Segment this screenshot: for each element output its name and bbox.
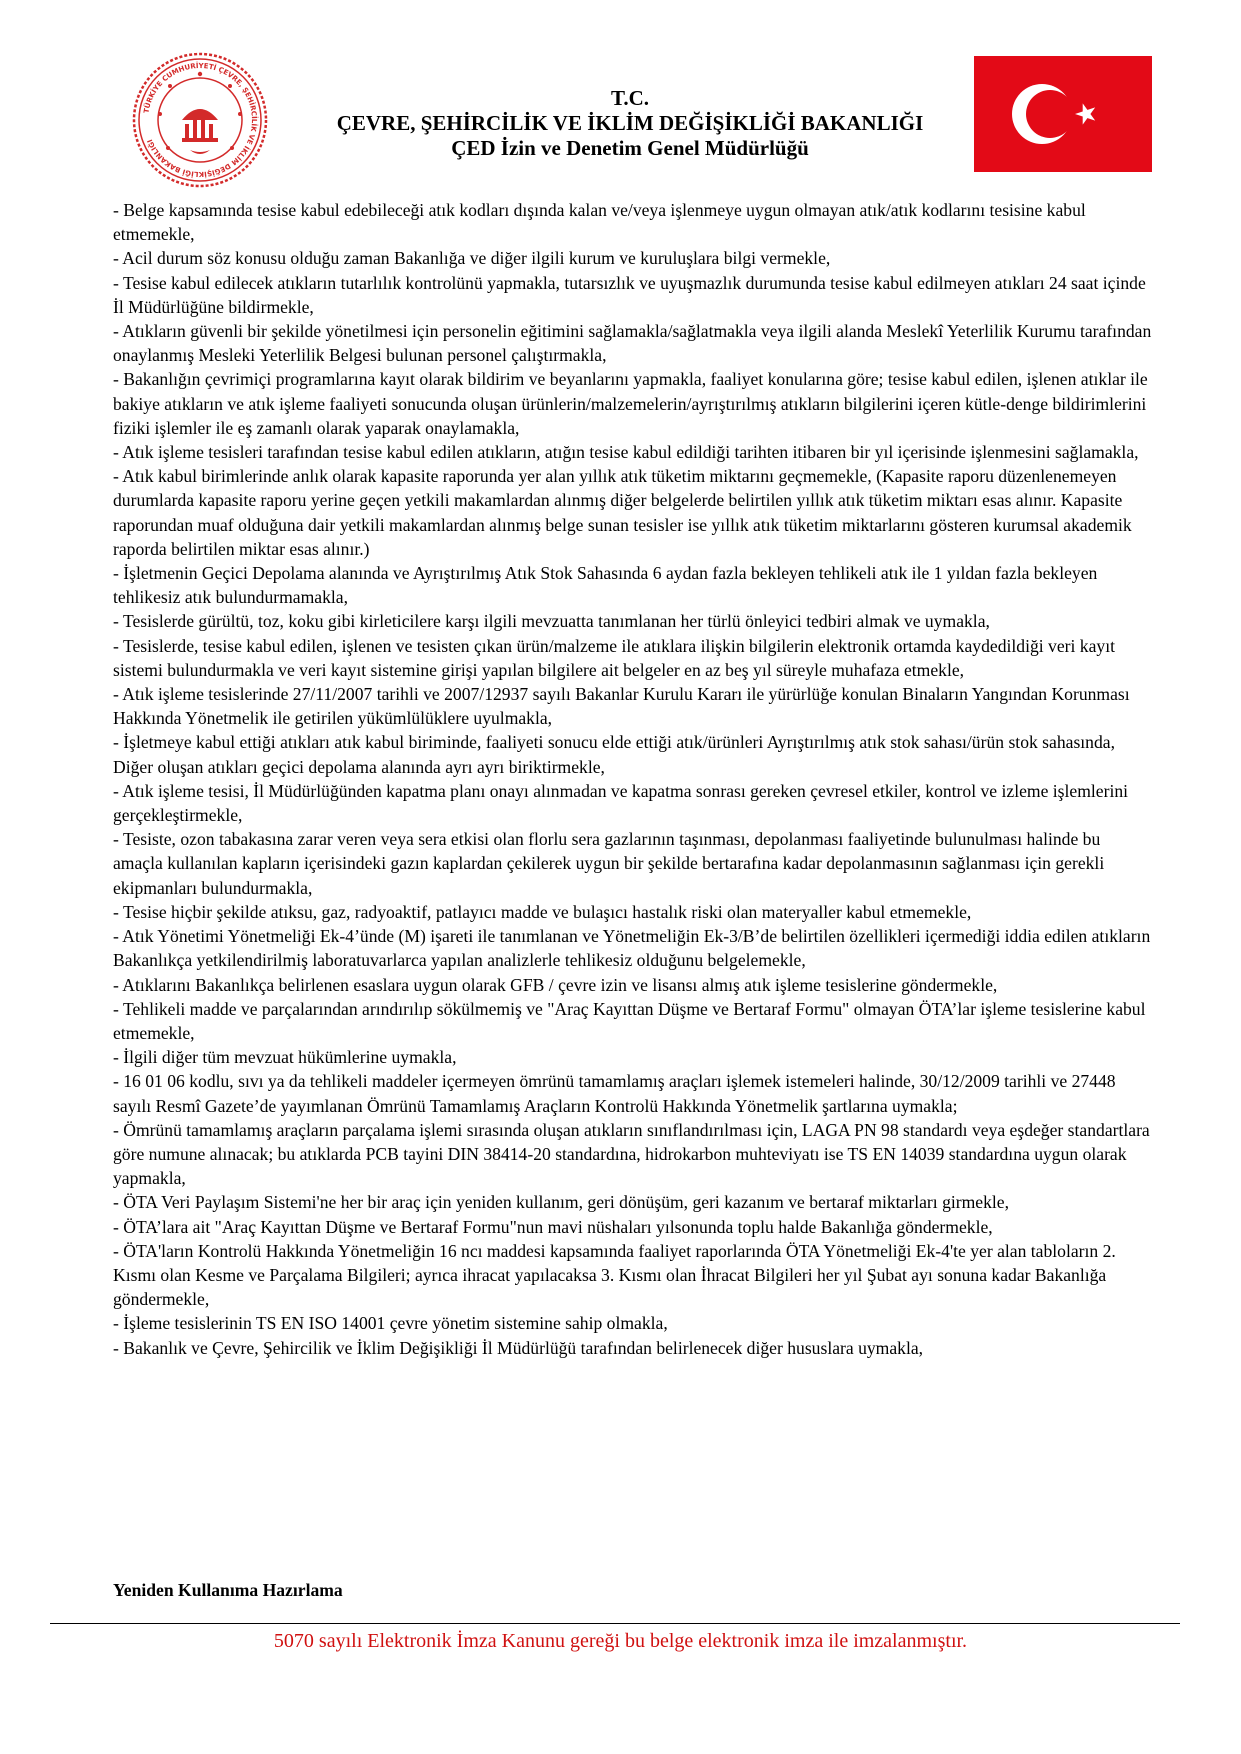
- svg-text:TÜRKİYE CUMHURİYETİ ÇEVRE, ŞEH: TÜRKİYE CUMHURİYETİ ÇEVRE, ŞEHİRCİLİK VE İKLİM DEĞİŞİKLİĞİ BAKANLIĞI: [142, 61, 259, 179]
- obligation-item: - Tesislerde gürültü, toz, koku gibi kirleticilere karşı ilgili mevzuatta tanımlanan her türlü önleyici tedbiri almak ve uymakla,: [113, 611, 990, 632]
- obligation-item: - Bakanlık ve Çevre, Şehircilik ve İklim Değişikliği İl Müdürlüğü tarafından belirlenecek diğer hususlara uymakla,: [113, 1337, 924, 1358]
- obligation-item: - Atıklarını Bakanlıkça belirlenen esaslara uygun olarak GFB / çevre izin ve lisansı almış atık işleme tesislerine göndermekle,: [113, 974, 998, 995]
- obligation-item: - 16 01 06 kodlu, sıvı ya da tehlikeli maddeler içermeyen ömrünü tamamlamış araçları işlemek istemeleri halinde, 30/12/2009 tarihli ve 27448 sayılı Resmî Gazete’de yayımlanan Ömrünü Tamamlamış Araçların Kontrolü Hakkında Yönetmelik şartlarına uymakla;: [113, 1071, 1116, 1116]
- obligation-item: - Atık işleme tesisi, İl Müdürlüğünden kapatma planı onayı alınmadan ve kapatma sonrası gereken çevresel etkiler, kontrol ve izleme işlemlerini gerçekleştirmekle,: [113, 780, 1129, 826]
- obligation-item: - Atık işleme tesisleri tarafından tesise kabul edilen atıkların, atığın tesise kabul edildiği tarihten itibaren bir yıl içerisinde işlenmesini sağlamakla,: [113, 442, 1139, 463]
- obligation-item: - Tesise hiçbir şekilde atıksu, gaz, radyoaktif, patlayıcı madde ve bulaşıcı hastalık riski olan materyaller kabul etmemekle,: [113, 901, 972, 922]
- obligation-item: - Atık kabul birimlerinde anlık olarak kapasite raporunda yer alan yıllık atık tüketim miktarını geçmemekle, (Kapasite raporu düzenlenemeyen durumlarda kapasite raporu yerine geçen yetkili makamlardan alınmış diğer belgelerde belirtilen yıllık atık tüketim miktarı esas alınır. Kapasite raporundan muaf olduğuna dair yetkili makamlardan alınmış belge sunan tesisler ise yıllık atık tüketim miktarlarını gösteren kurumsal akademik raporda belirtilen miktar esas alınır.): [113, 466, 1132, 559]
- obligations-list: [113, 198, 1153, 1360]
- obligation-item: - İşletmenin Geçici Depolama alanında ve Ayrıştırılmış Atık Stok Sahasında 6 aydan fazla bekleyen tehlikeli atık ile 1 yıldan fazla bekleyen tehlikesiz atık bulundurmamakla,: [113, 563, 1098, 608]
- turkish-flag-icon: [974, 56, 1152, 172]
- header-republic: T.C.: [610, 86, 650, 110]
- header-directorate: ÇED İzin ve Denetim Genel Müdürlüğü: [451, 136, 809, 160]
- obligation-item: - ÖTA’lara ait "Araç Kayıttan Düşme ve Bertaraf Formu"nun mavi nüshaları yılsonunda toplu halde Bakanlığa göndermekle,: [113, 1216, 993, 1237]
- obligation-item: - İşletmeye kabul ettiği atıkları atık kabul biriminde, faaliyeti sonucu elde ettiği atık/ürünleri Ayrıştırılmış atık stok sahası/ürün stok sahasında, Diğer oluşan atıkları geçici depolama alanında ayrı ayrı biriktirmekle,: [113, 732, 1115, 777]
- obligation-item: - Atık Yönetimi Yönetmeliği Ek-4’ünde (M) işareti ile tanımlanan ve Yönetmeliğin Ek-3/B’de belirtilen özellikleri içermediği iddia edilen atıkların Bakanlıkça yetkilendirilmiş laboratuvarlarca yapılan analizlerle tehlikesiz olduğunu belgelemekle,: [113, 926, 1151, 971]
- obligation-item: - Bakanlığın çevrimiçi programlarına kayıt olarak bildirim ve beyanlarını yapmakla, faaliyet konularına göre; tesise kabul edilen, işlenen atıklar ile bakiye atıkların ve atık işleme faaliyeti sonucunda oluşan ürünlerin/malzemelerin/ayrıştırılmış atıkların bilgilerini içeren kütle-denge bildirimlerini fiziki işlemler ile eş zamanlı olarak yaparak onaylamakla,: [113, 369, 1148, 438]
- obligation-item: - İşleme tesislerinin TS EN ISO 14001 çevre yönetim sistemine sahip olmakla,: [113, 1313, 668, 1334]
- obligation-item: - Atık işleme tesislerinde 27/11/2007 tarihli ve 2007/12937 sayılı Bakanlar Kurulu Kararı ile yürürlüğe konulan Binaların Yangından Korunması Hakkında Yönetmelik ile getirilen yükümlülüklere uyulmakla,: [113, 684, 1130, 729]
- obligation-item: - ÖTA Veri Paylaşım Sistemi'ne her bir araç için yeniden kullanım, geri dönüşüm, geri kazanım ve bertaraf miktarları girmekle,: [113, 1192, 1009, 1213]
- obligation-item: - Tesislerde, tesise kabul edilen, işlenen ve tesisten çıkan ürün/malzeme ile atıklara ilişkin bilgilerin elektronik ortamda kaydedildiği veri kayıt sistemi bulundurmakla ve veri kayıt sistemine girişi yapılan bilgilere ait belgeler en az beş yıl süreyle muhafaza etmekle,: [113, 635, 1115, 680]
- obligation-item: - İlgili diğer tüm mevzuat hükümlerine uymakla,: [113, 1047, 457, 1068]
- obligation-item: - Tesise kabul edilecek atıkların tutarlılık kontrolünü yapmakla, tutarsızlık ve uyuşmazlık durumunda tesise kabul edilmeyen atıkları 24 saat içinde İl Müdürlüğüne bildirmekle,: [113, 272, 1146, 317]
- obligation-item: - Tehlikeli madde ve parçalarından arındırılıp sökülmemiş ve "Araç Kayıttan Düşme ve Bertaraf Formu" olmayan ÖTA’lar işleme tesislerine kabul etmemekle,: [113, 998, 1146, 1043]
- letterhead: [260, 86, 1000, 161]
- e-signature-note: 5070 sayılı Elektronik İmza Kanunu gereği bu belge elektronik imza ile imzalanmıştır.: [273, 1630, 968, 1652]
- header-ministry: ÇEVRE, ŞEHİRCİLİK VE İKLİM DEĞİŞİKLİĞİ BAKANLIĞI: [336, 111, 924, 135]
- obligation-item: - Belge kapsamında tesise kabul edebileceği atık kodları dışında kalan ve/veya işlenmeye uygun olmayan atık/atık kodlarını tesisine kabul etmemekle,: [113, 200, 1086, 245]
- ministry-seal-logo: [130, 50, 270, 190]
- footer-divider: [50, 1623, 1180, 1624]
- obligation-item: - Tesiste, ozon tabakasına zarar veren veya sera etkisi olan florlu sera gazlarının taşınması, depolanması faaliyetinde bulunulması halinde bu amaçla kullanılan kapların içerisindeki gazın kaplardan çekilerek uygun bir şekilde bertarafına kadar depolanmasının sağlanması için gerekli ekipmanları bulundurmakla,: [113, 829, 1105, 898]
- section-title: Yeniden Kullanıma Hazırlama: [113, 1580, 343, 1600]
- obligation-item: - Ömrünü tamamlamış araçların parçalama işlemi sırasında oluşan atıkların sınıflandırılması için, LAGA PN 98 standardı veya eşdeğer standartlara göre numune alınacak; bu atıklarda PCB tayini DIN 38414-20 standardına, hidrokarbon muhteviyatı ise TS EN 14039 standardına uygun olarak yapmakla,: [113, 1119, 1150, 1189]
- obligation-item: - Acil durum söz konusu olduğu zaman Bakanlığa ve diğer ilgili kurum ve kuruluşlara bilgi vermekle,: [113, 248, 831, 269]
- obligation-item: - Atıkların güvenli bir şekilde yönetilmesi için personelin eğitimini sağlamakla/sağlatmakla veya ilgili alanda Meslekî Yeterlilik Kurumu tarafından onaylanmış Mesleki Yeterlilik Belgesi bulunan personel çalıştırmakla,: [113, 321, 1152, 366]
- obligation-item: - ÖTA'ların Kontrolü Hakkında Yönetmeliğin 16 ncı maddesi kapsamında faaliyet raporlarında ÖTA Yönetmeliği Ek-4'te yer alan tabloların 2. Kısmı olan Kesme ve Parçalama Bilgileri; ayrıca ihracat yapılacaksa 3. Kısmı olan İhracat Bilgileri her yıl Şubat ayı sonuna kadar Bakanlığa göndermekle,: [113, 1240, 1116, 1310]
